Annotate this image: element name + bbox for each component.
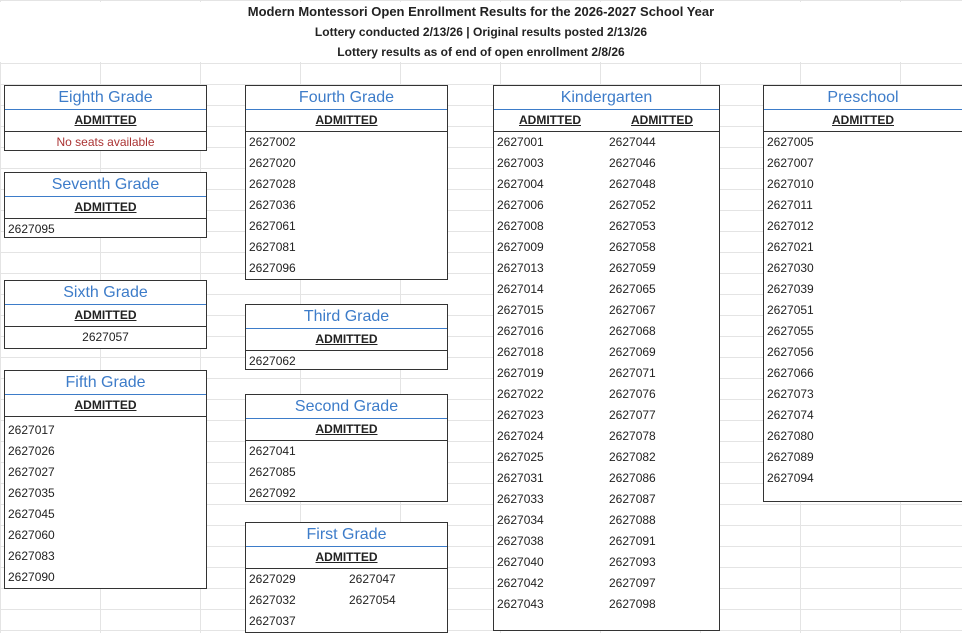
student-id: 2627097 <box>609 576 656 590</box>
student-id: 2627043 <box>497 597 544 611</box>
fifth-grade-title: Fifth Grade <box>5 371 206 395</box>
admitted-header: ADMITTED <box>764 110 962 132</box>
student-id-row <box>494 174 719 195</box>
student-id: 2627019 <box>497 366 544 380</box>
student-id: 2627024 <box>497 429 544 443</box>
student-id: 2627042 <box>497 576 544 590</box>
student-id: 2627033 <box>497 492 544 506</box>
student-id-row <box>5 567 206 588</box>
student-id-row <box>494 363 719 384</box>
student-id: 2627067 <box>609 303 656 317</box>
student-id: 2627066 <box>767 366 814 380</box>
admitted-header-col1: ADMITTED <box>519 113 581 127</box>
fourth-grade-title: Fourth Grade <box>246 86 447 110</box>
student-id: 2627015 <box>497 303 544 317</box>
student-id: 2627018 <box>497 345 544 359</box>
student-id-row <box>494 258 719 279</box>
student-id: 2627092 <box>249 486 296 500</box>
student-id: 2627037 <box>249 614 296 628</box>
student-id: 2627086 <box>609 471 656 485</box>
student-id-row <box>494 426 719 447</box>
student-id: 2627022 <box>497 387 544 401</box>
student-id: 2627081 <box>249 240 296 254</box>
student-id-row <box>246 590 447 611</box>
student-id-row <box>246 569 447 590</box>
student-id-row <box>494 447 719 468</box>
student-id: 2627041 <box>249 444 296 458</box>
seventh-grade-title: Seventh Grade <box>5 173 206 197</box>
student-id: 2627077 <box>609 408 656 422</box>
student-id-row <box>764 216 962 237</box>
student-id: 2627009 <box>497 240 544 254</box>
admitted-header-col2: ADMITTED <box>631 113 693 127</box>
student-id: 2627001 <box>497 135 544 149</box>
page-title: Modern Montessori Open Enrollment Results for the 2026-2027 School Year <box>0 2 962 22</box>
student-id-row <box>494 279 719 300</box>
student-id-row <box>764 405 962 426</box>
student-id-row <box>246 483 447 504</box>
student-id: 2627026 <box>8 444 55 458</box>
student-id-row <box>494 195 719 216</box>
student-id: 2627095 <box>8 222 55 236</box>
student-id: 2627062 <box>249 354 296 368</box>
student-id-row <box>246 441 447 462</box>
student-id-row <box>494 300 719 321</box>
student-id: 2627021 <box>767 240 814 254</box>
student-id: 2627096 <box>249 261 296 275</box>
student-id-row <box>246 216 447 237</box>
admitted-header: ADMITTED <box>5 395 206 417</box>
student-id: 2627036 <box>249 198 296 212</box>
student-id: 2627020 <box>249 156 296 170</box>
student-id: 2627078 <box>609 429 656 443</box>
student-id: 2627058 <box>609 240 656 254</box>
sixth-grade-panel <box>4 280 207 349</box>
admitted-header: ADMITTED <box>5 197 206 219</box>
student-id-row <box>494 489 719 510</box>
student-id-row <box>5 327 206 348</box>
student-id: 2627056 <box>767 345 814 359</box>
student-id: 2627008 <box>497 219 544 233</box>
student-id-row <box>764 426 962 447</box>
student-id: 2627012 <box>767 219 814 233</box>
student-id: 2627002 <box>249 135 296 149</box>
student-id-row <box>494 216 719 237</box>
student-id-row <box>494 594 719 615</box>
second-grade-panel <box>245 394 448 502</box>
admitted-header: ADMITTED <box>246 329 447 351</box>
student-id: 2627045 <box>8 507 55 521</box>
student-id-row <box>246 611 447 632</box>
student-id-row <box>5 525 206 546</box>
admitted-header: ADMITTED <box>246 110 447 132</box>
eighth-grade-title: Eighth Grade <box>5 86 206 110</box>
admitted-header: ADMITTED <box>5 110 206 132</box>
student-id-row <box>494 384 719 405</box>
student-id: 2627047 <box>349 572 396 586</box>
student-id-row <box>5 462 206 483</box>
student-id: 2627040 <box>497 555 544 569</box>
preschool-title: Preschool <box>764 86 962 110</box>
student-id-row <box>246 153 447 174</box>
student-id: 2627083 <box>8 549 55 563</box>
student-id: 2627025 <box>497 450 544 464</box>
student-id: 2627006 <box>497 198 544 212</box>
first-grade-title: First Grade <box>246 523 447 547</box>
student-id: 2627057 <box>82 330 129 344</box>
student-id-row <box>764 153 962 174</box>
student-id-row <box>764 195 962 216</box>
student-id: 2627034 <box>497 513 544 527</box>
student-id: 2627069 <box>609 345 656 359</box>
student-id: 2627065 <box>609 282 656 296</box>
student-id-row <box>494 153 719 174</box>
student-id-row <box>764 342 962 363</box>
student-id: 2627094 <box>767 471 814 485</box>
student-id: 2627080 <box>767 429 814 443</box>
student-id-row <box>764 258 962 279</box>
student-id-row <box>494 531 719 552</box>
student-id-row <box>494 573 719 594</box>
student-id-row <box>494 510 719 531</box>
student-id: 2627073 <box>767 387 814 401</box>
student-id: 2627011 <box>767 198 813 212</box>
student-id-row <box>494 468 719 489</box>
student-id: 2627039 <box>767 282 814 296</box>
student-id: 2627052 <box>609 198 656 212</box>
student-id: 2627055 <box>767 324 814 338</box>
lottery-date-line: Lottery conducted 2/13/26 | Original results posted 2/13/26 <box>0 22 962 42</box>
student-id: 2627032 <box>249 593 296 607</box>
student-id-row <box>246 174 447 195</box>
third-grade-panel <box>245 304 448 370</box>
student-id: 2627088 <box>609 513 656 527</box>
student-id: 2627016 <box>497 324 544 338</box>
student-id-row <box>5 441 206 462</box>
results-as-of-line: Lottery results as of end of open enrollment 2/8/26 <box>0 42 962 62</box>
student-id-row <box>764 300 962 321</box>
student-id-row <box>494 321 719 342</box>
student-id: 2627090 <box>8 570 55 584</box>
student-id-row <box>764 447 962 468</box>
admitted-header: ADMITTED <box>5 305 206 327</box>
kindergarten-header-row <box>494 110 719 132</box>
third-grade-title: Third Grade <box>246 305 447 329</box>
student-id-row <box>764 384 962 405</box>
student-id: 2627053 <box>609 219 656 233</box>
student-id-row <box>494 342 719 363</box>
student-id: 2627031 <box>497 471 544 485</box>
sixth-grade-title: Sixth Grade <box>5 281 206 305</box>
student-id-row <box>494 405 719 426</box>
student-id: 2627046 <box>609 156 656 170</box>
student-id-row <box>5 483 206 504</box>
fifth-grade-panel <box>4 370 207 589</box>
student-id: 2627035 <box>8 486 55 500</box>
student-id-row <box>246 132 447 153</box>
student-id-row <box>494 552 719 573</box>
student-id: 2627027 <box>8 465 55 479</box>
student-id-row <box>764 132 962 153</box>
student-id <box>349 611 447 632</box>
student-id: 2627051 <box>767 303 814 317</box>
kindergarten-panel <box>493 85 720 631</box>
student-id: 2627071 <box>609 366 656 380</box>
seventh-grade-panel <box>4 172 207 238</box>
student-id: 2627089 <box>767 450 814 464</box>
student-id: 2627010 <box>767 177 814 191</box>
student-id: 2627014 <box>497 282 544 296</box>
student-id-row <box>764 174 962 195</box>
student-id: 2627085 <box>249 465 296 479</box>
kindergarten-title: Kindergarten <box>494 86 719 110</box>
first-grade-panel <box>245 522 448 633</box>
eighth-grade-panel <box>4 85 207 151</box>
student-id: 2627007 <box>767 156 814 170</box>
student-id: 2627087 <box>609 492 656 506</box>
student-id: 2627017 <box>8 423 55 437</box>
student-id: 2627013 <box>497 261 544 275</box>
student-id-row <box>494 237 719 258</box>
admitted-header: ADMITTED <box>246 547 447 569</box>
student-id: 2627091 <box>609 534 656 548</box>
student-id: 2627068 <box>609 324 656 338</box>
student-id: 2627038 <box>497 534 544 548</box>
student-id: 2627082 <box>609 450 656 464</box>
student-id: 2627005 <box>767 135 814 149</box>
admitted-header: ADMITTED <box>246 419 447 441</box>
student-id-row <box>764 237 962 258</box>
student-id-row <box>764 279 962 300</box>
student-id-row <box>764 363 962 384</box>
student-id: 2627059 <box>609 261 656 275</box>
student-id-row <box>246 237 447 258</box>
student-id-row <box>246 462 447 483</box>
no-seats-note: No seats available <box>56 135 155 149</box>
student-id: 2627076 <box>609 387 656 401</box>
student-id-row <box>5 504 206 525</box>
student-id: 2627098 <box>609 597 656 611</box>
student-id-row <box>246 195 447 216</box>
student-id-row <box>5 420 206 441</box>
student-id: 2627029 <box>249 572 296 586</box>
student-id: 2627061 <box>249 219 296 233</box>
student-id: 2627003 <box>497 156 544 170</box>
preschool-panel <box>763 85 962 502</box>
fourth-grade-panel <box>245 85 448 280</box>
student-id-row <box>246 258 447 279</box>
student-id-row <box>764 468 962 489</box>
student-id-row <box>246 351 447 372</box>
second-grade-title: Second Grade <box>246 395 447 419</box>
student-id: 2627054 <box>349 593 396 607</box>
student-id-row <box>5 546 206 567</box>
student-id: 2627028 <box>249 177 296 191</box>
student-id: 2627044 <box>609 135 656 149</box>
student-id-row <box>494 132 719 153</box>
student-id: 2627048 <box>609 177 656 191</box>
student-id: 2627030 <box>767 261 814 275</box>
student-id-row <box>5 219 206 240</box>
student-id: 2627023 <box>497 408 544 422</box>
student-id-row <box>764 321 962 342</box>
student-id: 2627093 <box>609 555 656 569</box>
student-id: 2627004 <box>497 177 544 191</box>
student-id: 2627074 <box>767 408 814 422</box>
student-id: 2627060 <box>8 528 55 542</box>
